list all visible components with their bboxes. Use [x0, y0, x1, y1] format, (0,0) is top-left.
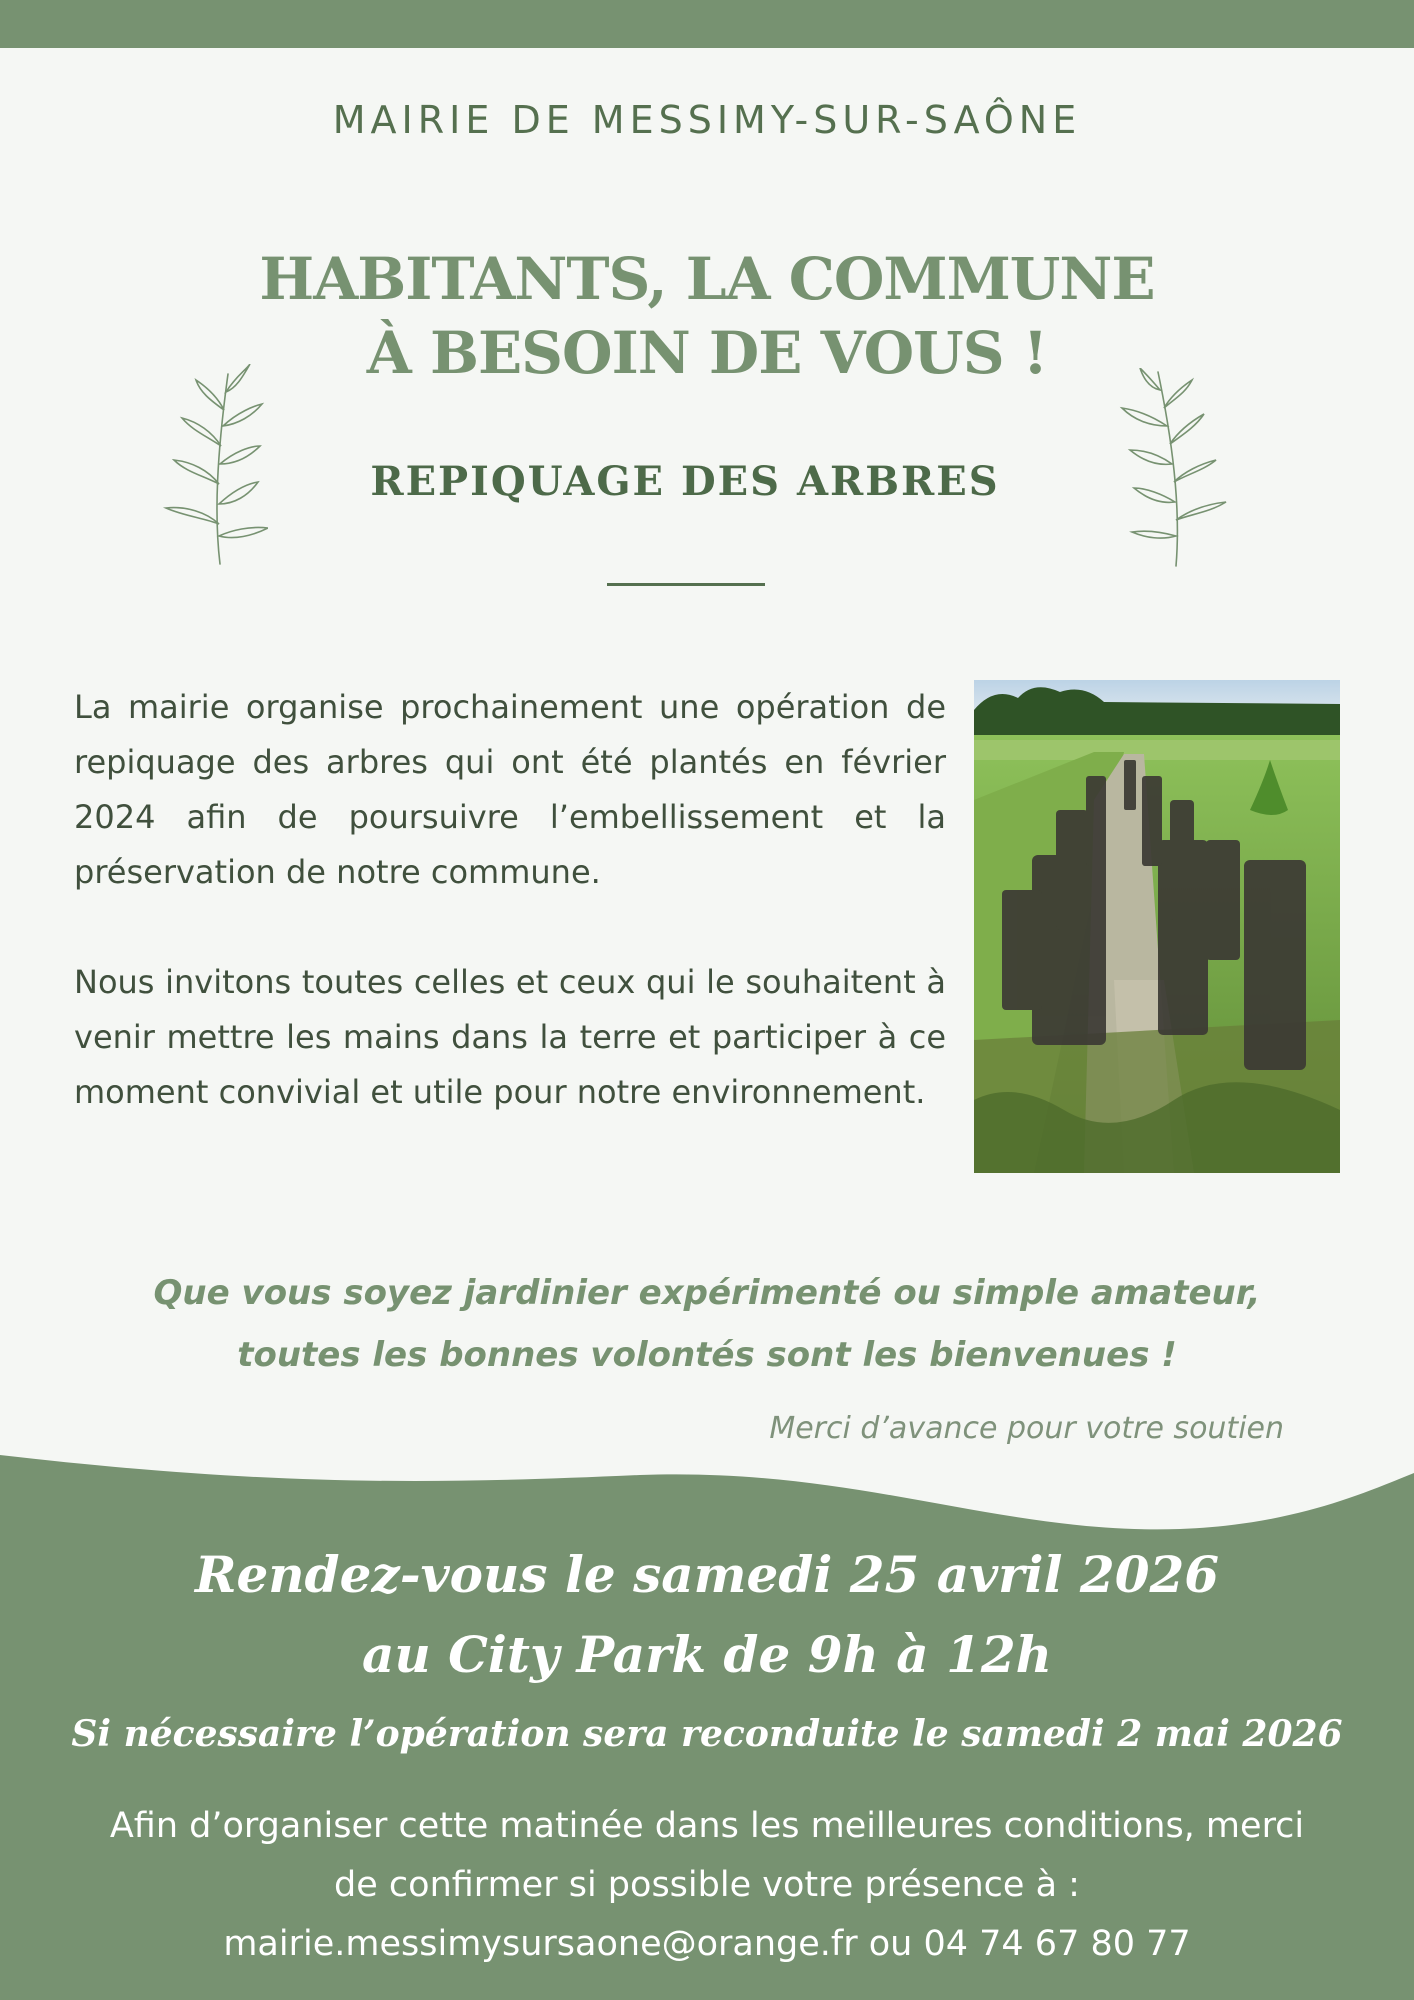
headline-line-2: À BESOIN DE VOUS !: [366, 319, 1048, 387]
leaf-sprig-icon: [1118, 368, 1230, 568]
backup-date: Si nécessaire l’opération sera reconduite le samedi 2 mai 2026: [71, 1713, 1343, 1755]
town-hall-title: MAIRIE DE MESSIMY-SUR-SAÔNE: [332, 98, 1082, 142]
quote-line-2: toutes les bonnes volontés sont les bienvenues !: [237, 1335, 1177, 1375]
quote-line-1: Que vous soyez jardinier expérimenté ou simple amateur,: [153, 1273, 1261, 1313]
thanks-note: Merci d’avance pour votre soutien: [769, 1411, 1284, 1446]
intro-paragraph: La mairie organise prochainement une opération de repiquage des arbres qui ont été plantés en février 2024 afin de poursuivre l’embellissement et la préservation de notre commune.: [74, 688, 946, 891]
subheading: REPIQUAGE DES ARBRES: [370, 458, 1000, 505]
event-date-location: [0, 1535, 1414, 1695]
contact-line-3: mairie.messimysursaone@orange.fr ou 04 74 67 80 77: [223, 1924, 1191, 1964]
contact-line-2: de confirmer si possible votre présence à :: [334, 1865, 1080, 1905]
contact-line-1: Afin d’organiser cette matinée dans les meilleures conditions, merci: [109, 1806, 1305, 1846]
encouragement-quote: [0, 1262, 1414, 1386]
rdv-line-1: Rendez-vous le samedi 25 avril 2026: [194, 1545, 1220, 1604]
top-bar: [0, 0, 1414, 48]
rdv-line-2: au City Park de 9h à 12h: [361, 1625, 1052, 1684]
invitation-paragraph: Nous invitons toutes celles et ceux qui le souhaitent à venir mettre les mains dans la terre et participer à ce moment convivial et utile pour notre environnement.: [74, 963, 946, 1111]
divider: [607, 583, 765, 586]
tree-row-photo: [974, 680, 1340, 1173]
contact-info: [0, 1797, 1414, 1974]
headline-line-1: HABITANTS, LA COMMUNE: [259, 245, 1155, 313]
